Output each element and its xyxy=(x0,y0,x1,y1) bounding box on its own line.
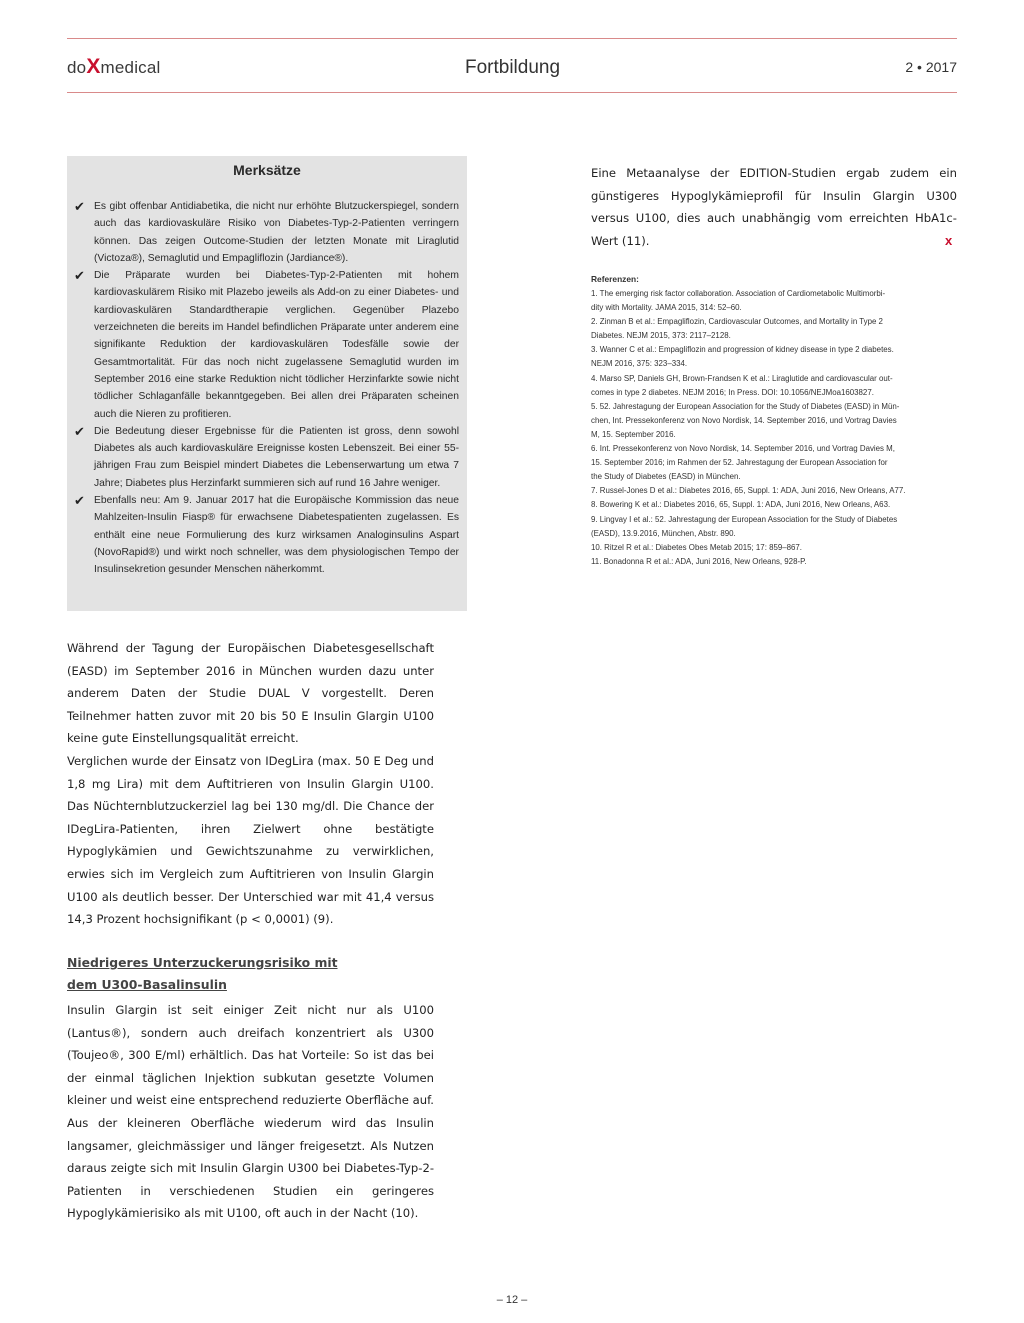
reference-line: the Study of Diabetes (EASD) in München. xyxy=(591,472,741,482)
body-paragraph-2: Verglichen wurde der Einsatz von IDegLira (max. 50 E Deg und 1,8 mg Lira) mit dem Auftitrieren von Insulin Glargin U100. Das Nüchternblutzuckerziel lag bei 130 mg/dl. Die Chance der IDegLira-Patienten, ihren Zielwert ohne bestätigte Hypoglykämien und Gewichtszunahme zu verwirklichen, erwies sich im Vergleich zum Auftitrieren von Insulin Glargin U100 als deutlich besser. Der Unterschied war mit 41,4 versus 14,3 Prozent hochsignifikant (p < 0,0001) (9). xyxy=(67,754,434,927)
doxmedical-logo xyxy=(67,55,161,79)
reference-line: 3. Wanner C et al.: Empagliflozin and progression of kidney disease in type 2 diabetes. xyxy=(591,345,894,355)
body-paragraph-1: Während der Tagung der Europäischen Diabetesgesellschaft (EASD) im September 2016 in München wurden dazu unter anderem Daten der Studie DUAL V vorgestellt. Deren Teilnehmer hatten zuvor mit 20 bis 50 E Insulin Glargin U100 keine gute Einstellungsqualität erreicht. xyxy=(67,641,434,746)
header-bottom-rule xyxy=(67,92,957,93)
reference-line: 6. Int. Pressekonferenz von Novo Nordisk, 14. September 2016, und Vortrag Davies M, xyxy=(591,444,895,454)
reference-line: chen, Int. Pressekonferenz von Novo Nordisk, 14. September 2016, und Vortrag Davies xyxy=(591,415,897,425)
key-points-box xyxy=(67,156,467,611)
reference-line: M, 15. September 2016. xyxy=(591,429,676,439)
checkmark-icon: ✔ xyxy=(74,423,85,439)
reference-line: 15. September 2016; im Rahmen der 52. Jahrestagung der European Association for xyxy=(591,458,888,468)
reference-line: 5. 52. Jahrestagung der European Association for the Study of Diabetes (EASD) in Mün- xyxy=(591,401,900,411)
logo-x-mark: X xyxy=(86,55,101,78)
key-point-text: Es gibt offenbar Antidiabetika, die nicht nur erhöhte Blutzuckerspiegel, sondern auch das kardiovaskuläre Risiko von Diabetes-Typ-2-Patienten verringern können. Das zeigen Outcome-Studien der letzten Monate mit Liraglutid (Victoza®), Semaglutid und Empagliflozin (Jardiance®). xyxy=(94,201,459,264)
reference-line: Diabetes. NEJM 2015, 373: 2117–2128. xyxy=(591,331,731,341)
logo-text-post: medical xyxy=(100,58,161,77)
key-points-list xyxy=(74,198,459,579)
checkmark-icon: ✔ xyxy=(74,199,85,214)
references-list xyxy=(591,287,959,569)
reference-line: 9. Lingvay I et al.: 52. Jahrestagung der European Association for the Study of Diabetes xyxy=(591,514,898,524)
key-point-item xyxy=(74,423,459,492)
key-point-item xyxy=(74,267,459,423)
key-point-text: Die Präparate wurden bei Diabetes-Typ-2-Patienten mit hohem kardiovaskulärem Risiko mit Plazebo jeweils als Add-on zu einer Diabetes- und kardiovaskulären Standardtherapie verglichen. Gegenüber Plazebo verzeichneten die bereits im Handel befindlichen Präparate unter anderem eine signifikante Reduktion der kardiovaskulären Todesfälle sowie der Gesamtmortalität. Für das noch nicht zugelassene Semaglutid wurden im September 2016 eine starke Reduktion nicht tödlicher Herzinfarkte sowie nicht tödlicher Schlaganfälle bekanntgegeben. Bei allen drei Präparaten scheinen auch die Nieren zu profitieren. xyxy=(94,270,459,420)
reference-line: 1. The emerging risk factor collaboration. Association of Cardiometabolic Multimorbi- xyxy=(591,289,886,298)
end-of-article-mark: x xyxy=(945,233,953,248)
logo-text-pre: do xyxy=(67,58,87,77)
issue-number: 2 • 2017 xyxy=(905,59,957,75)
key-points-title: Merksätze xyxy=(233,162,301,178)
section-title: Fortbildung xyxy=(464,57,561,78)
reference-line: 2. Zinman B et al.: Empagliflozin, Cardiovascular Outcomes, and Mortality in Type 2 xyxy=(591,317,883,327)
right-paragraph: Eine Metaanalyse der EDITION-Studien ergab zudem ein günstigeres Hypoglykämieprofil für Insulin Glargin U300 versus U100, dies auch unabhängig vom erreichten HbA1c-Wert (11). xyxy=(591,166,957,248)
key-point-text: Die Bedeutung dieser Ergebnisse für die Patienten ist gross, denn sowohl Diabetes als auch kardiovaskuläre Ereignisse kosten Lebenszeit. Bei einer 55-jährigen Frau zum Beispiel mindert Diabetes die Lebenserwartung um etwa 7 Jahre; Diabetes plus Herzinfarkt summieren sich auf rund 16 Jahre weniger. xyxy=(94,425,459,489)
key-point-item xyxy=(74,198,459,267)
reference-line: dity with Mortality. JAMA 2015, 314: 52–60. xyxy=(591,303,742,313)
checkmark-icon: ✔ xyxy=(74,493,85,509)
references-title: Referenzen: xyxy=(591,274,639,284)
reference-line: 11. Bonadonna R et al.: ADA, Juni 2016, New Orleans, 928-P. xyxy=(591,556,807,566)
header-top-rule xyxy=(67,38,957,39)
reference-line: 4. Marso SP, Daniels GH, Brown-Frandsen K et al.: Liraglutide and cardiovascular out- xyxy=(591,373,893,383)
reference-line: 8. Bowering K et al.: Diabetes 2016, 65, Suppl. 1: ADA, Juni 2016, New Orleans, A63. xyxy=(591,500,891,510)
checkmark-icon: ✔ xyxy=(74,268,85,284)
section-heading: Niedrigeres Unterzuckerungsrisiko mit dem U300-Basalinsulin xyxy=(67,955,338,992)
reference-line: 10. Ritzel R et al.: Diabetes Obes Metab 2015; 17: 859–867. xyxy=(591,542,802,552)
key-point-text: Ebenfalls neu: Am 9. Januar 2017 hat die Europäische Kommission das neue Mahlzeiten-Insulin Fiasp® für erwachsene Diabetespatienten zugelassen. Es enthält eine neue Formulierung des kurz wirksamen Analoginsulins Aspart (NovoRapid®) und wirkt noch schneller, was dem physiologischen Tempo der Insulinsekretion gesunder Menschen näherkommt. xyxy=(94,495,459,576)
key-point-item xyxy=(74,492,459,578)
page-number: – 12 – xyxy=(496,1294,528,1306)
body-paragraph-3: Insulin Glargin ist seit einiger Zeit nicht nur als U100 (Lantus®), sondern auch dreifach konzentriert als U300 (Toujeo®, 300 E/ml) erhältlich. Das hat Vorteile: So ist das bei der einmal täglichen Injektion subkutan gesetzte Volumen kleiner und weist eine entsprechend reduzierte Oberfläche auf. Aus der kleineren Oberfläche wiederum wird das Insulin langsamer, gleichmässiger und länger freigesetzt. Als Nutzen daraus zeigte sich mit Insulin Glargin U300 bei Diabetes-Typ-2-Patienten in verschiedenen Studien ein geringeres Hypoglykämierisiko als mit U100, oft auch in der Nacht (10). xyxy=(67,1003,434,1221)
reference-line: 7. Russel-Jones D et al.: Diabetes 2016, 65, Suppl. 1: ADA, Juni 2016, New Orleans, A77. xyxy=(591,486,906,496)
reference-line: (EASD), 13.9.2016, München, Abstr. 890. xyxy=(591,528,736,538)
reference-line: NEJM 2016, 375: 323–334. xyxy=(591,359,688,369)
reference-line: comes in type 2 diabetes. NEJM 2016; In Press. DOI: 10.1056/NEJMoa1603827. xyxy=(591,387,874,397)
